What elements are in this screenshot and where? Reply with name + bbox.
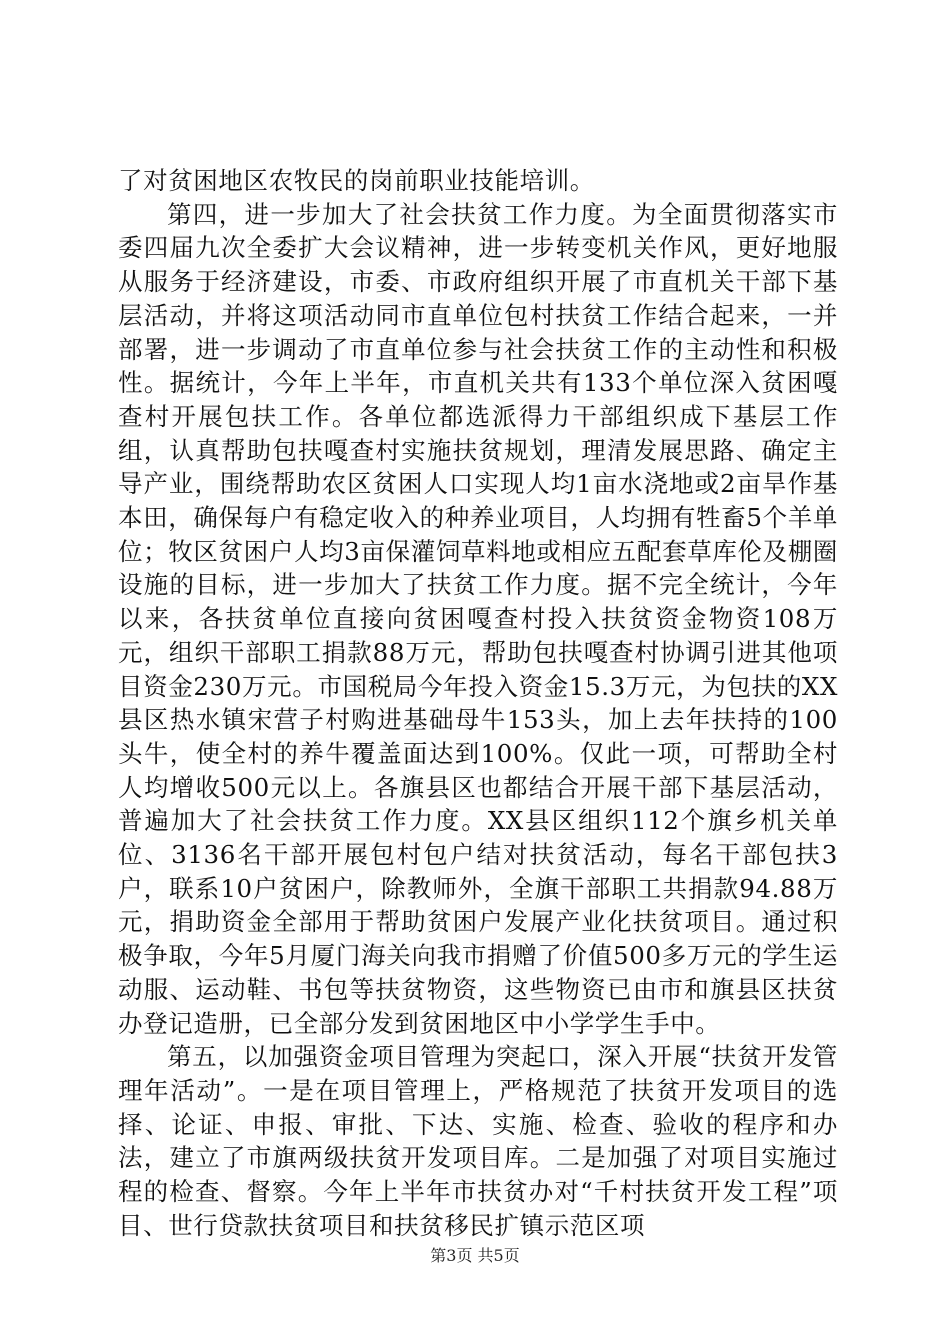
paragraph-continuation: 了对贫困地区农牧民的岗前职业技能培训。 xyxy=(118,166,595,195)
document-body xyxy=(118,164,838,1243)
paragraph-fourth-point: 第四，进一步加大了社会扶贫工作力度。为全面贯彻落实市委四届九次全委扩大会议精神，进一步转变机关作风，更好地服从服务于经济建设，市委、市政府组织开展了市直机关干部下基层活动，并将这项活动同市直单位包村扶贫工作结合起来，一并部署，进一步调动了市直单位参与社会扶贫工作的主动性和积极性。据统计，今年上半年，市直机关共有133个单位深入贫困嘎查村开展包扶工作。各单位都选派得力干部组织成下基层工作组，认真帮助包扶嘎查村实施扶贫规划，理清发展思路、确定主导产业，围绕帮助农区贫困人口实现人均1亩水浇地或2亩旱作基本田，确保每户有稳定收入的种养业项目，人均拥有牲畜5个羊单位；牧区贫困户人均3亩保灌饲草料地或相应五配套草库伦及棚圈设施的目标，进一步加大了扶贫工作力度。据不完全统计，今年以来，各扶贫单位直接向贫困嘎查村投入扶贫资金物资108万元，组织干部职工捐款88万元，帮助包扶嘎查村协调引进其他项目资金230万元。市国税局今年投入资金15.3万元，为包扶的XX县区热水镇宋营子村购进基础母牛153头，加上去年扶持的100头牛，使全村的养牛覆盖面达到100%。仅此一项，可帮助全村人均增收500元以上。各旗县区也都结合开展干部下基层活动，普遍加大了社会扶贫工作力度。XX县区组织112个旗乡机关单位、3136名干部开展包村包户结对扶贫活动，每名干部包扶3户，联系10户贫困户，除教师外，全旗干部职工共捐款94.88万元，捐助资金全部用于帮助贫困户发展产业化扶贫项目。通过积极争取，今年5月厦门海关向我市捐赠了价值500多万元的学生运动服、运动鞋、书包等扶贫物资，这些物资已由市和旗县区扶贫办登记造册，已全部分发到贫困地区中小学学生手中。 xyxy=(118,199,838,1038)
paragraph-fifth-point: 第五，以加强资金项目管理为突起口，深入开展“扶贫开发管理年活动”。一是在项目管理上，严格规范了扶贫开发项目的选择、论证、申报、审批、下达、实施、检查、验收的程序和办法，建立了市旗两级扶贫开发项目库。二是加强了对项目实施过程的检查、督察。今年上半年市扶贫办对“千村扶贫开发工程”项目、世行贷款扶贫项目和扶贫移民扩镇示范区项 xyxy=(118,1042,838,1240)
page-footer: 第3页 共5页 xyxy=(430,1246,520,1265)
